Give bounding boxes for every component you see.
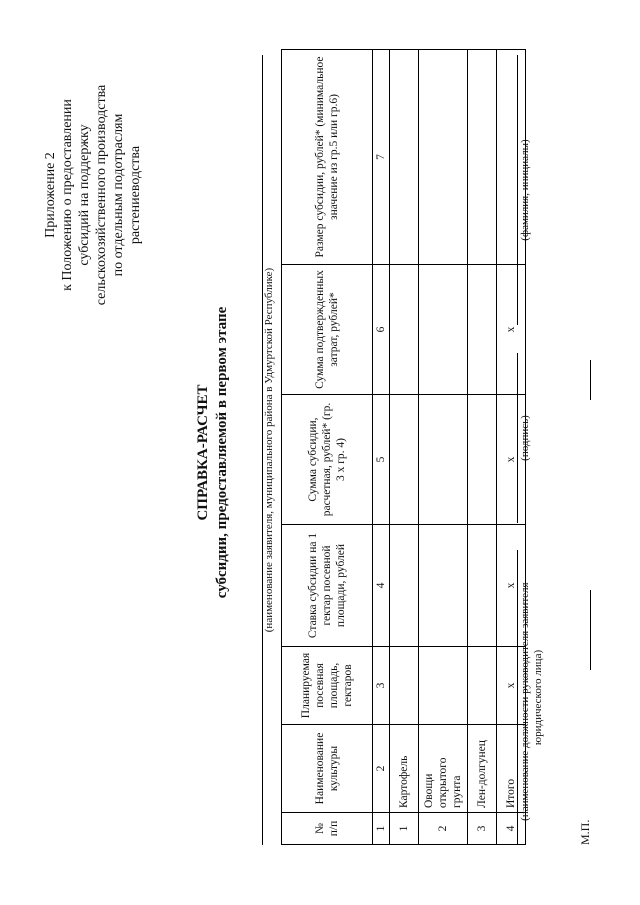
appendix-line: по отдельным подотраслям — [111, 113, 126, 277]
table-cell — [419, 50, 468, 265]
name-line — [517, 55, 518, 325]
table-row — [468, 50, 497, 845]
table-cell — [419, 525, 468, 647]
table-cell — [419, 395, 468, 525]
column-number: 6 — [373, 265, 390, 395]
header-cell: Планируемая посевная площадь, гектаров — [282, 647, 373, 725]
table-cell — [390, 525, 419, 647]
name-caption: (фамилия, инициалы) — [519, 139, 531, 241]
table-cell — [468, 525, 497, 647]
signature-caption: (подпись) — [519, 415, 531, 461]
table-cell: 1 — [390, 813, 419, 845]
table-cell: Картофель — [390, 725, 419, 813]
applicant-caption: (наименование заявителя, муниципального района в Удмуртской Республике) — [263, 267, 275, 633]
document-title: СПРАВКА-РАСЧЕТ — [195, 384, 211, 521]
appendix-line: сельскохозяйственного производства — [94, 84, 109, 306]
appendix-line: растениеводства — [128, 145, 143, 245]
position-caption: (наименование должности руководителя заявителя – юридического лица) — [519, 574, 544, 821]
date-line — [590, 360, 591, 400]
table-cell — [390, 647, 419, 725]
table-row — [390, 50, 419, 845]
table-cell — [419, 265, 468, 395]
table-cell: 4 — [497, 813, 526, 845]
header-cell: № п/п — [282, 813, 373, 845]
table-cell: x — [497, 265, 526, 395]
signature-line — [517, 353, 518, 523]
table-cell: x — [497, 647, 526, 725]
stamp-place: М.П. — [578, 819, 592, 845]
column-number-row — [373, 50, 390, 845]
column-number: 4 — [373, 525, 390, 647]
date-line — [590, 590, 591, 670]
column-number: 2 — [373, 725, 390, 813]
table-cell — [468, 395, 497, 525]
document-subtitle: субсидии, предоставляемой в первом этапе — [214, 306, 230, 599]
table-row — [419, 50, 468, 845]
position-line — [517, 550, 518, 845]
header-cell: Сумма подтвержденных затрат, рублей* — [282, 265, 373, 395]
header-cell: Наименование культуры — [282, 725, 373, 813]
table-cell — [468, 647, 497, 725]
column-number: 7 — [373, 50, 390, 265]
table-cell — [390, 395, 419, 525]
table-cell — [468, 50, 497, 265]
header-cell: Ставка субсидии на 1 гектар посевной площади, рублей — [282, 525, 373, 647]
appendix-line: к Положению о предоставлении — [60, 99, 75, 291]
table-cell: x — [497, 525, 526, 647]
header-cell: Сумма субсидии, расчетная, рублей* (гр. 3 х гр. 4) — [282, 395, 373, 525]
appendix-note — [42, 45, 144, 345]
calculation-table — [281, 49, 526, 845]
table-cell — [390, 50, 419, 265]
table-cell: 2 — [419, 813, 468, 845]
table-cell — [468, 265, 497, 395]
table-cell — [419, 647, 468, 725]
table-cell: 3 — [468, 813, 497, 845]
header-cell: Размер субсидии, рублей* (минимальное значение из гр.5 или гр.6) — [282, 50, 373, 265]
table-cell: Овощи открытого грунта — [419, 725, 468, 813]
table-cell — [390, 265, 419, 395]
column-number: 5 — [373, 395, 390, 525]
appendix-line: Приложение 2 — [43, 152, 58, 238]
table-header-row — [282, 50, 373, 845]
table-cell: x — [497, 395, 526, 525]
table-cell: Лен-долгунец — [468, 725, 497, 813]
table-cell: Итого — [497, 725, 526, 813]
column-number: 1 — [373, 813, 390, 845]
appendix-line: субсидий на поддержку — [77, 124, 92, 266]
column-number: 3 — [373, 647, 390, 725]
